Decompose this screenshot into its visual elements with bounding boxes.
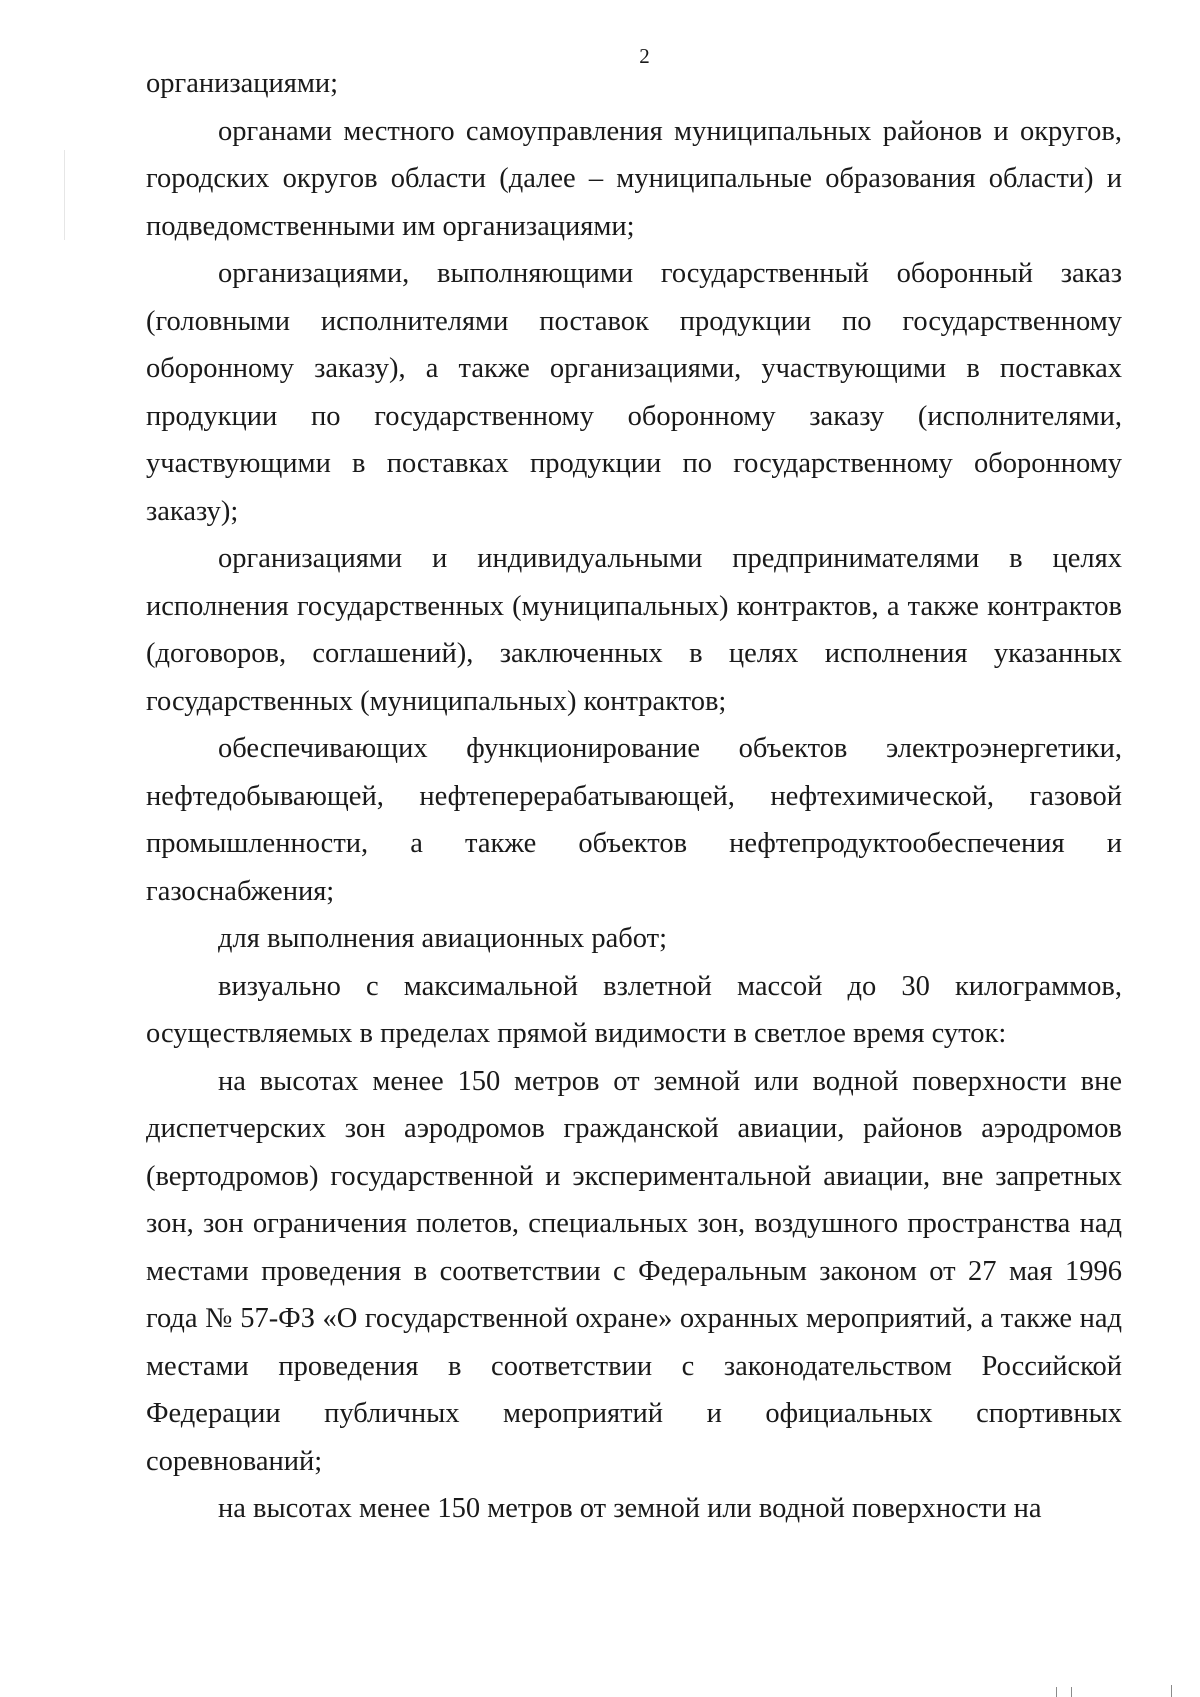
paragraph-1: организациями; (146, 68, 339, 99)
paragraph-8: на высотах менее 150 метров от земной или водной поверхности вне диспетчерских зон аэродромов гражданской авиации, районов аэродромов (вертодромов) государственной и экспериментальной авиации, вне запретных зон, зон ограничения полетов, специальных зон, воздушного пространства над местами проведения в соответствии с Федеральным законом от 27 мая 1996 года № 57-ФЗ «О государственной охране» охранных мероприятий, а также над местами проведения в соответствии с законодательством Российской Федерации публичных мероприятий и официальных спортивных соревнований; (146, 1065, 1122, 1477)
document-body (146, 60, 1122, 1533)
scan-corner-mark (1056, 1687, 1072, 1697)
paragraph-4: организациями и индивидуальными предпринимателями в целях исполнения государственных (муниципальных) контрактов, а также контрактов (договоров, соглашений), заключенных в целях исполнения указанных государственных (муниципальных) контрактов; (146, 543, 1122, 717)
page-number: 2 (639, 44, 650, 68)
scan-margin-line (64, 150, 65, 240)
paragraph-9: на высотах менее 150 метров от земной или водной поверхности на (218, 1493, 1042, 1524)
paragraph-7: визуально с максимальной взлетной массой до 30 килограммов, осуществляемых в пределах прямой видимости в светлое время суток: (146, 970, 1122, 1049)
paragraph-5: обеспечивающих функционирование объектов электроэнергетики, нефтедобывающей, нефтеперерабатывающей, нефтехимической, газовой промышленности, а также объектов нефтепродуктообеспечения и газоснабжения; (146, 733, 1122, 907)
scan-edge-mark (1171, 1685, 1172, 1697)
paragraph-2: органами местного самоуправления муниципальных районов и округов, городских округов области (далее – муниципальные образования области) и подведомственными им организациями; (146, 115, 1122, 242)
paragraph-3: организациями, выполняющими государственный оборонный заказ (головными исполнителями поставок продукции по государственному оборонному заказу), а также организациями, участвующими в поставках продукции по государственному оборонному заказу (исполнителями, участвующими в поставках продукции по государственному оборонному заказу); (146, 258, 1122, 527)
paragraph-6: для выполнения авиационных работ; (218, 923, 667, 954)
